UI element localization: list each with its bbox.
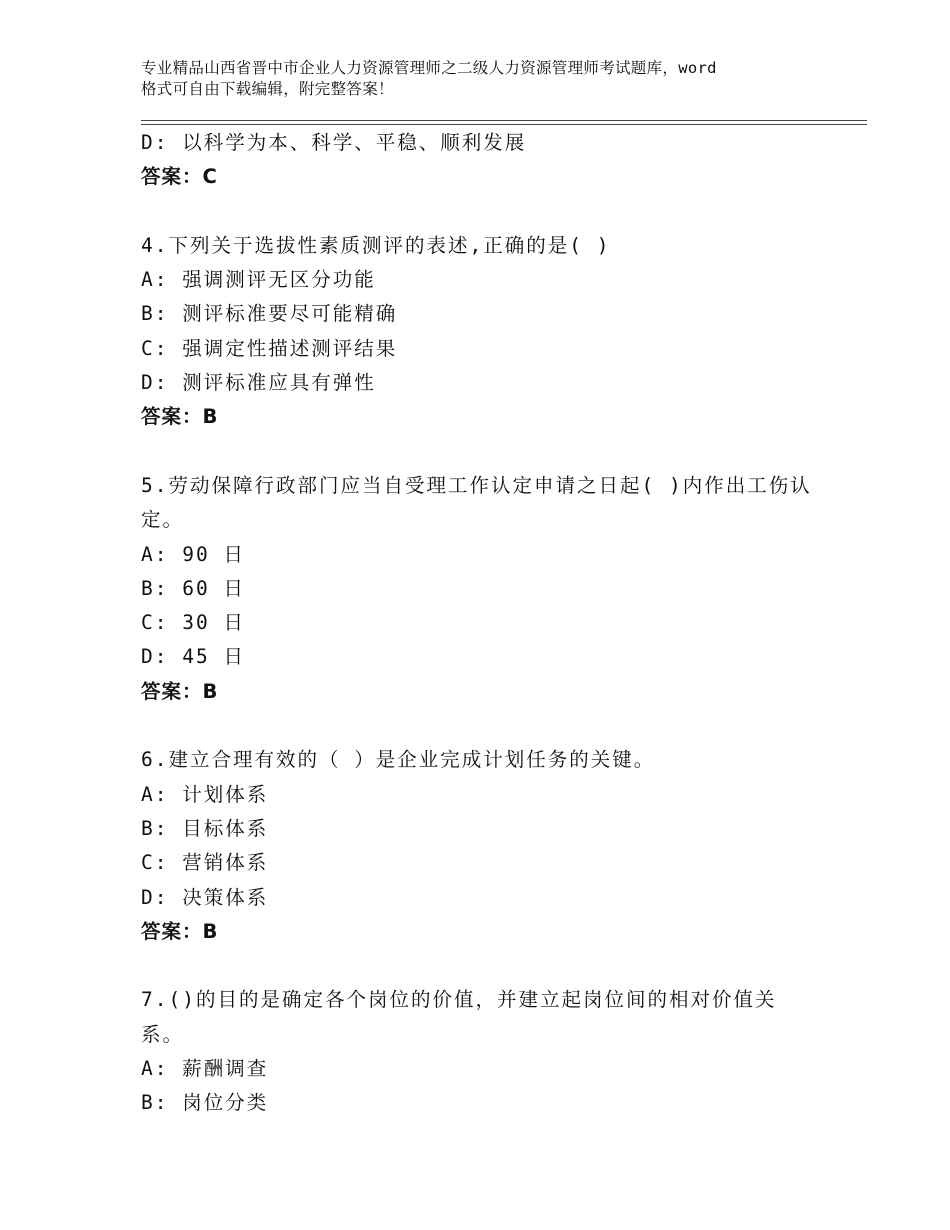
- option-b: B: 测评标准要尽可能精确: [141, 302, 398, 326]
- question-list: [141, 126, 831, 1121]
- answer: 答案：B: [141, 679, 219, 703]
- document-header: [141, 58, 831, 100]
- option-a: A: 强调测评无区分功能: [141, 268, 376, 292]
- question-stem: 5.劳动保障行政部门应当自受理工作认定申请之日起( )内作出工伤认: [141, 473, 812, 497]
- option-b: B: 60 日: [141, 576, 245, 600]
- question-stem: 4.下列关于选拔性素质测评的表述,正确的是( ): [141, 233, 611, 257]
- answer: 答案：C: [141, 165, 218, 189]
- option-a: A: 计划体系: [141, 782, 269, 806]
- option-d: D: 以科学为本、科学、平稳、顺利发展: [141, 131, 527, 154]
- header-divider-bottom: [141, 124, 867, 125]
- option-c: C: 营销体系: [141, 851, 269, 875]
- question-stem: 7.()的目的是确定各个岗位的价值，并建立起岗位间的相对价值关: [141, 988, 777, 1012]
- header-divider-top: [141, 120, 867, 121]
- option-d: D: 测评标准应具有弹性: [141, 371, 376, 395]
- answer: 答案：B: [141, 919, 219, 943]
- answer: 答案：B: [141, 405, 219, 429]
- option-c: C: 强调定性描述测评结果: [141, 336, 398, 360]
- option-a: A: 薪酬调查: [141, 1057, 269, 1081]
- question-stem-continued: 定。: [141, 508, 185, 532]
- option-c: C: 30 日: [141, 611, 245, 635]
- option-b: B: 岗位分类: [141, 1091, 269, 1115]
- question-stem: 6.建立合理有效的（ ）是企业完成计划任务的关键。: [141, 748, 656, 772]
- question-stem-continued: 系。: [141, 1022, 185, 1046]
- option-b: B: 目标体系: [141, 816, 269, 840]
- header-title-line-2: 格式可自由下载编辑，附完整答案！: [141, 80, 394, 98]
- option-a: A: 90 日: [141, 542, 245, 566]
- option-d: D: 决策体系: [141, 885, 269, 909]
- header-title-line-1: 专业精品山西省晋中市企业人力资源管理师之二级人力资源管理师考试题库，word: [141, 59, 717, 77]
- option-d: D: 45 日: [141, 645, 245, 669]
